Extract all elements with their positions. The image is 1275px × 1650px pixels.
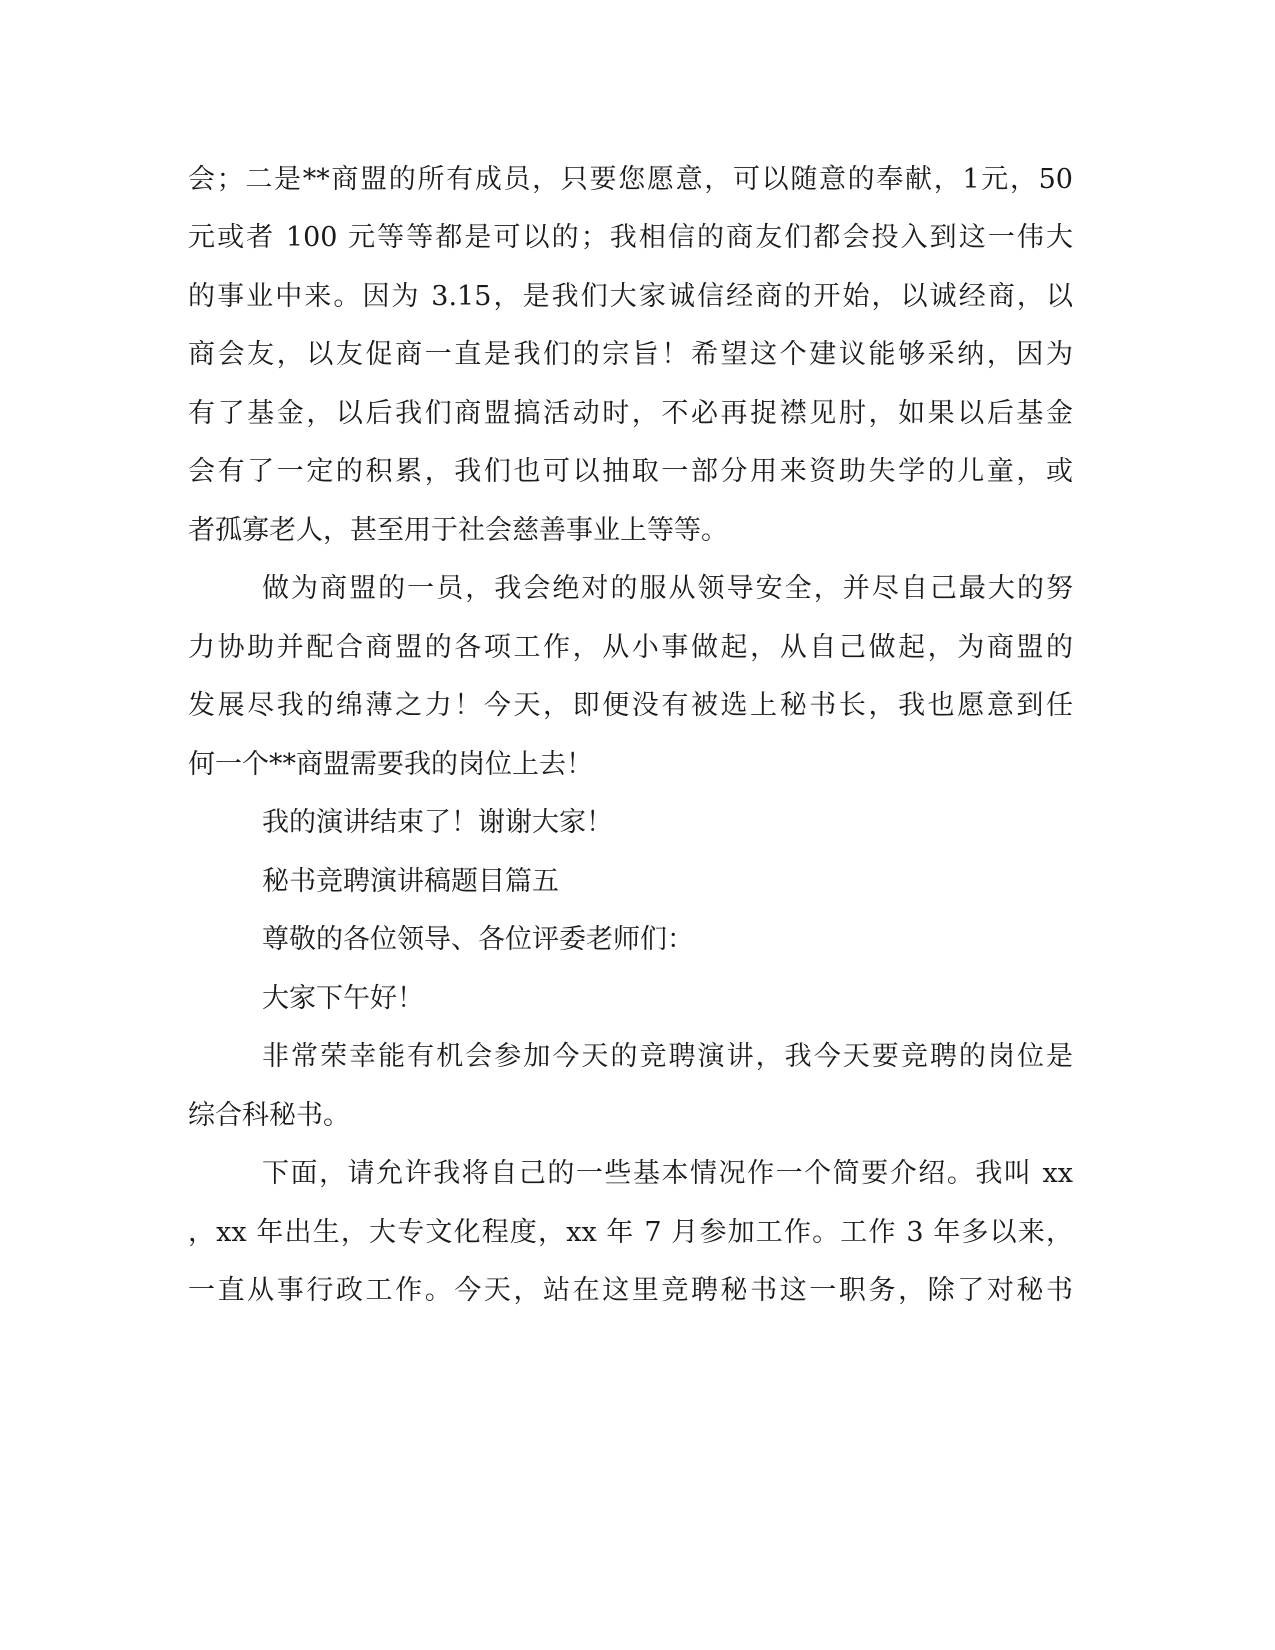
salutation: 尊敬的各位领导、各位评委老师们： [262, 924, 694, 955]
text-line: 的事业中来。因为 3.15，是我们大家诚信经商的开始，以诚经商，以 [188, 281, 1073, 312]
text-line: ，xx 年出生，大专文化程度，xx 年 7 月参加工作。工作 3 年多以来， [188, 1217, 1073, 1248]
closing-line: 我的演讲结束了！谢谢大家！ [262, 807, 613, 838]
text-line: 商会友，以友促商一直是我们的宗旨！希望这个建议能够采纳，因为 [188, 339, 1073, 370]
text-line: 有了基金，以后我们商盟搞活动时，不必再捉襟见肘，如果以后基金 [188, 398, 1073, 429]
paragraph-first-line: 非常荣幸能有机会参加今天的竞聘演讲，我今天要竞聘的岗位是 [262, 1041, 1073, 1072]
text-line: 何一个**商盟需要我的岗位上去！ [188, 749, 593, 780]
text-line: 发展尽我的绵薄之力！今天，即便没有被选上秘书长，我也愿意到任 [188, 690, 1073, 721]
text-line: 力协助并配合商盟的各项工作，从小事做起，从自己做起，为商盟的 [188, 632, 1073, 663]
text-line: 者孤寡老人，甚至用于社会慈善事业上等等。 [188, 515, 728, 546]
text-line: 综合科秘书。 [188, 1100, 350, 1131]
greeting: 大家下午好！ [262, 983, 424, 1014]
text-line: 会有了一定的积累，我们也可以抽取一部分用来资助失学的儿童，或 [188, 456, 1073, 487]
text-line: 一直从事行政工作。今天，站在这里竞聘秘书这一职务，除了对秘书 [188, 1275, 1073, 1306]
section-heading: 秘书竞聘演讲稿题目篇五 [262, 866, 559, 897]
text-line: 会；二是**商盟的所有成员，只要您愿意，可以随意的奉献，1元，50 [188, 164, 1073, 195]
paragraph-first-line: 下面，请允许我将自己的一些基本情况作一个简要介绍。我叫 xx [262, 1158, 1073, 1189]
text-line: 元或者 100 元等等都是可以的；我相信的商友们都会投入到这一伟大 [188, 222, 1073, 253]
paragraph-first-line: 做为商盟的一员，我会绝对的服从领导安全，并尽自己最大的努 [262, 573, 1073, 604]
